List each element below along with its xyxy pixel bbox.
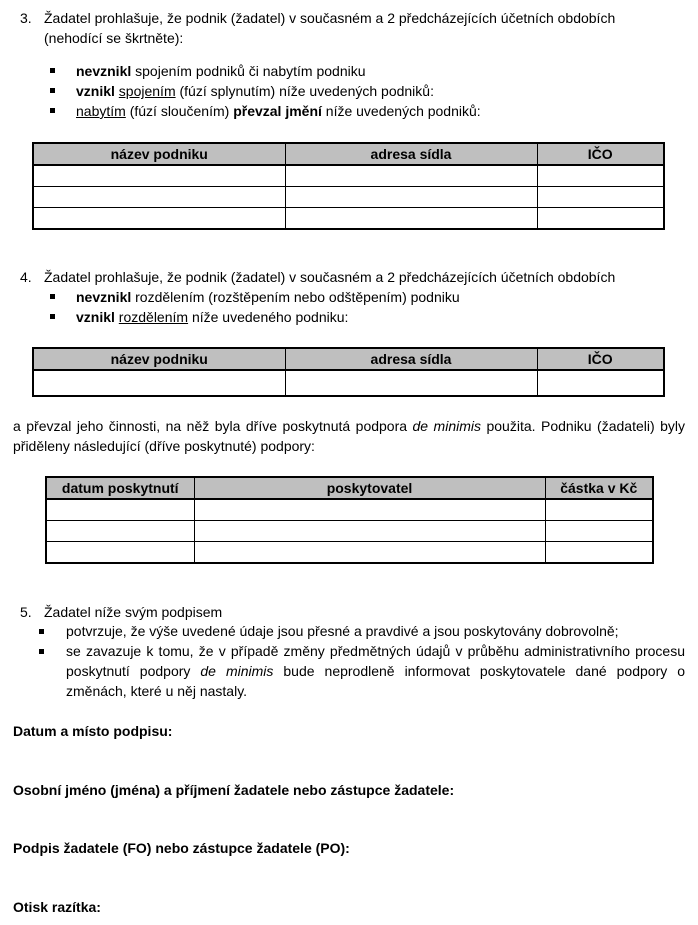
table-header-row [46,477,653,499]
column-header-amount: částka v Kč [545,477,653,499]
section-4-paragraph: a převzal jeho činnosti, na něž byla dříve poskytnutá podpora de minimis použita. Podniku (žadateli) byly přiděleny následující (dříve poskytnuté) podpory: [13,418,686,454]
table-cell[interactable] [194,542,545,564]
signature-label: Podpis žadatele (FO) nebo zástupce žadatele (PO): [13,840,350,856]
table-cell[interactable] [33,187,285,208]
bullet-icon [50,88,55,93]
support-table [45,476,654,564]
section-4-line-1: Žadatel prohlašuje, že podnik (žadatel) v současném a 2 předcházejících účetních obdobích [44,269,616,285]
bullet-icon [50,108,55,113]
section-3-bullet-3: nabytím (fúzí sloučením) převzal jmění níže uvedených podniků: [76,103,481,119]
column-header-ico: IČO [537,143,664,165]
table-cell[interactable] [285,165,537,187]
table-header-row [33,348,664,370]
bullet-icon [50,294,55,299]
section-3-bullet-1: nevznikl spojením podniků či nabytím podniku [76,63,366,79]
table-row [33,370,664,396]
column-header-provider: poskytovatel [194,477,545,499]
section-5-bullet-2: se zavazuje k tomu, že v případě změny předmětných údajů v průběhu administrativního procesu poskytnutí podpory de minimis bude neprodleně informovat poskytovatele dané podpory o změnách, které u něj nastaly. [66,643,686,699]
section-3-line-2: (nehodící se škrtněte): [44,30,184,46]
section-5-number: 5. [20,604,32,620]
table-cell[interactable] [33,208,285,230]
section-4-bullet-2: vznikl rozdělením níže uvedeného podniku: [76,309,349,325]
bullet-icon [39,649,44,654]
table-cell[interactable] [537,370,664,396]
section-5-bullet-1: potvrzuje, že výše uvedené údaje jsou přesné a pravdivé a jsou poskytovány dobrovolně; [66,623,619,639]
section-4-number: 4. [20,269,32,285]
section-5-line-1: Žadatel níže svým podpisem [44,604,223,620]
table-row [46,542,653,564]
table-row [33,165,664,187]
table-cell[interactable] [46,542,194,564]
table-cell[interactable] [285,370,537,396]
column-header-company-name: název podniku [33,143,285,165]
table-cell[interactable] [285,208,537,230]
section-4-bullet-1: nevznikl rozdělením (rozštěpením nebo odštěpením) podniku [76,289,460,305]
section-3-table [32,142,665,230]
table-cell[interactable] [33,165,285,187]
table-cell[interactable] [46,499,194,521]
stamp-label: Otisk razítka: [13,899,101,915]
section-3-line-1: Žadatel prohlašuje, že podnik (žadatel) v současném a 2 předcházejících účetních obdobích [44,10,616,26]
table-cell[interactable] [194,521,545,542]
section-4-table [32,347,665,397]
table-cell[interactable] [194,499,545,521]
section-3-bullet-2: vznikl spojením (fúzí splynutím) níže uvedených podniků: [76,83,434,99]
table-cell[interactable] [537,208,664,230]
applicant-name-label: Osobní jméno (jména) a příjmení žadatele nebo zástupce žadatele: [13,782,455,798]
table-cell[interactable] [537,187,664,208]
table-cell[interactable] [545,521,653,542]
section-3-number: 3. [20,10,32,26]
table-row [46,499,653,521]
date-place-label: Datum a místo podpisu: [13,723,173,739]
column-header-company-name: název podniku [33,348,285,370]
table-cell[interactable] [46,521,194,542]
table-cell[interactable] [545,499,653,521]
bullet-icon [50,314,55,319]
bullet-icon [39,629,44,634]
bullet-icon [50,68,55,73]
table-cell[interactable] [545,542,653,564]
table-cell[interactable] [537,165,664,187]
table-cell[interactable] [285,187,537,208]
table-row [46,521,653,542]
table-row [33,187,664,208]
table-cell[interactable] [33,370,285,396]
column-header-address: adresa sídla [285,143,537,165]
column-header-address: adresa sídla [285,348,537,370]
table-header-row [33,143,664,165]
column-header-ico: IČO [537,348,664,370]
table-row [33,208,664,230]
column-header-date: datum poskytnutí [46,477,194,499]
